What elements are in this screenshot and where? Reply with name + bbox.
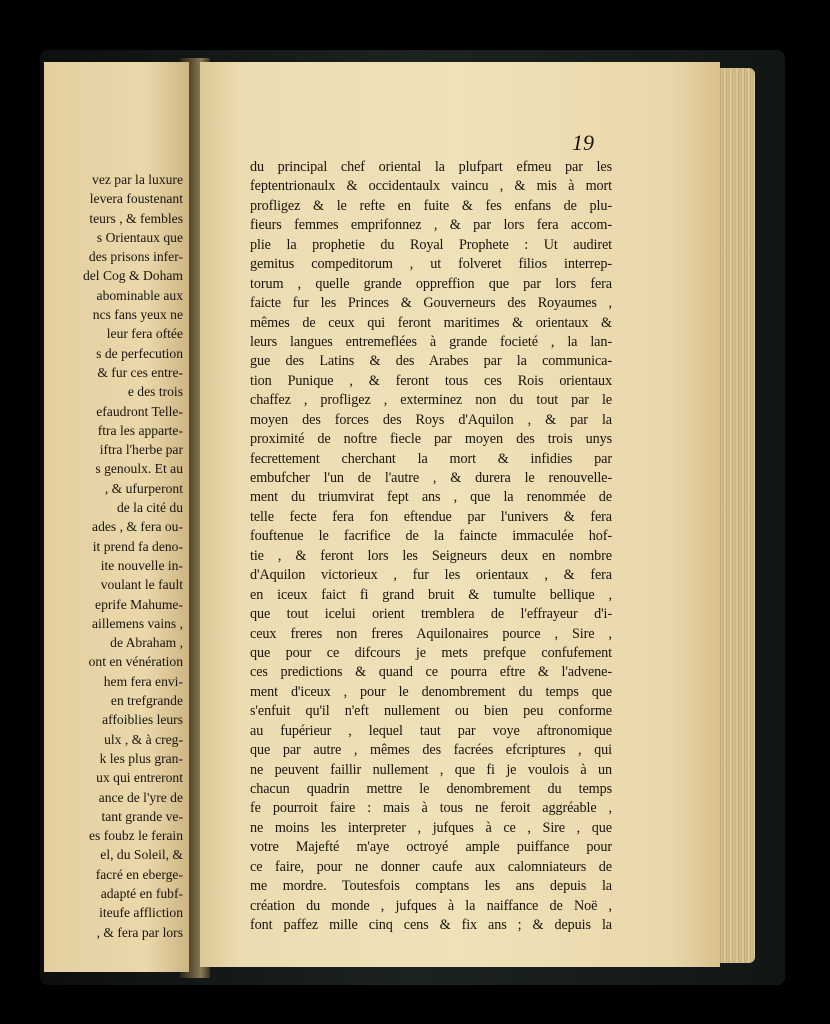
left-page-line: efaudront Telle- xyxy=(96,403,183,419)
text-line: mêmes de ceux qui feront maritimes & orientaux & xyxy=(250,314,612,331)
left-page-line: de Abraham , xyxy=(110,635,183,651)
left-page-line: eprife Mahume- xyxy=(95,596,183,612)
text-line: ment du triumvirat fept ans , que la renommée de xyxy=(250,489,612,506)
left-page-line: facré en eberge- xyxy=(95,866,183,882)
text-line: ne moins les interpreter , jufques à ce , Sire , que xyxy=(250,819,612,836)
text-line: s'enfuit qu'il n'eft nullement ou bien peu conforme xyxy=(250,703,612,720)
left-page-line: adapté en fubf- xyxy=(100,885,183,901)
text-line: fe pourroit faire : mais à tous ne feroit aggréable , xyxy=(250,800,612,817)
left-page-line: ux qui entreront xyxy=(96,770,183,786)
text-line: du principal chef oriental la plufpart efmeu par les xyxy=(250,159,612,175)
page-edges xyxy=(715,68,755,963)
left-page-line: ite nouvelle in- xyxy=(100,557,183,573)
left-page-text xyxy=(83,170,183,942)
left-page-line: voulant le fault xyxy=(100,577,183,593)
left-page-line: teurs , & fembles xyxy=(89,210,183,226)
text-line: création du monde , jufques à la naiffance de Noë , xyxy=(250,897,612,914)
left-page-line: aillemens vains , xyxy=(92,615,183,631)
open-book xyxy=(30,40,790,990)
left-page-line: tant grande ve- xyxy=(101,808,183,824)
left-page-line: iftra l'herbe par xyxy=(99,442,183,458)
left-page-line: es foubz le ferain xyxy=(89,828,183,844)
text-line: chaffez , profligez , exterminez non du tout par le xyxy=(250,392,612,409)
text-line: chacun quadrin mettre le denombrement du temps xyxy=(250,781,612,797)
left-page-line: e des trois xyxy=(127,384,183,400)
left-page-line: del Cog & Doham xyxy=(82,268,183,284)
left-page-line: de la cité du xyxy=(116,500,183,516)
text-line: ce faire, pour ne donner caufe aux calomniateurs de xyxy=(250,858,612,875)
text-line: ceux freres non freres Aquilonaires pource , Sire , xyxy=(250,625,612,642)
text-line: gue des Latins & des Arabes par la communica- xyxy=(250,353,612,370)
page-number: 19 xyxy=(572,130,594,155)
left-page-line: ncs fans yeux ne xyxy=(92,307,183,323)
left-page-line: vez par la luxure xyxy=(92,172,183,187)
left-page-line: k les plus gran- xyxy=(99,750,183,766)
left-page-line: , & fera par lors xyxy=(96,924,183,940)
text-line: ne peuvent faillir nullement , que fi je voulois à un xyxy=(250,761,612,778)
text-line: font paffez mille cinq cens & fix ans ; & depuis la xyxy=(250,917,612,934)
left-page-line: levera foustenant xyxy=(89,191,183,207)
text-line: faicte fur les Princes & Gouverneurs des Royaumes , xyxy=(250,295,612,312)
left-page-line: ulx , & à creg- xyxy=(104,731,183,747)
text-line: ment d'iceux , pour le denombrement du temps que xyxy=(250,683,612,700)
left-page-line: ftra les apparte- xyxy=(97,422,183,438)
text-line: telle fecte fera fon eftendue par l'univers & fera xyxy=(250,508,612,525)
text-line: fieurs femmes emprifonnez , & par lors fera accom- xyxy=(250,217,612,234)
text-line: fecrettement cherchant la mort & infidies par xyxy=(250,450,612,467)
text-line: votre Majefté m'aye octroyé ample puiffance pour xyxy=(250,839,612,856)
left-page-line: , & ufurperont xyxy=(104,480,183,496)
text-line: profligez & le refte en fuite & fes enfans de plu- xyxy=(250,197,612,214)
text-line: gemitus compeditorum , ut folveret filios interrep- xyxy=(250,256,612,273)
text-line: en iceux faict fi grand bruit & tumulte bellique , xyxy=(250,586,612,603)
text-line: tie , & feront lors les Seigneurs deux en nombre xyxy=(250,547,612,564)
left-page xyxy=(44,62,189,972)
left-page-line: leur fera oftée xyxy=(106,326,183,342)
left-page-line: ades , & fera ou- xyxy=(92,519,183,535)
text-line: au fupérieur , lequel taut par voye aftronomique xyxy=(250,722,612,739)
text-line: leurs langues entremeflées à grande focieté , la lan- xyxy=(250,333,612,350)
text-line: moyen des forces des Roys d'Aquilon , & par la xyxy=(250,411,612,428)
text-line: que par autre , mêmes des facrées efcriptures , qui xyxy=(250,742,612,759)
left-page-line: s genoulx. Et au xyxy=(95,461,183,477)
text-line: embufcher l'un de l'autre , & durera le renouvelle- xyxy=(250,470,612,486)
left-page-line: abominable aux xyxy=(96,287,183,303)
left-page-line: iteufe affliction xyxy=(99,905,183,921)
right-page-text xyxy=(250,158,612,936)
text-line: fouftenue le facrifice de la faincte immaculée hof- xyxy=(250,528,612,545)
text-line: ces predictions & quand ce pourra eftre & l'advene- xyxy=(250,664,612,681)
left-page-line: hem fera envi- xyxy=(103,673,183,689)
text-line: torum , quelle grande oppreffion que par lors fera xyxy=(250,275,612,292)
left-page-line: affoiblies leurs xyxy=(102,712,183,728)
text-line: d'Aquilon victorieux , fur les orientaux , & fera xyxy=(250,567,612,584)
left-page-line: s Orientaux que xyxy=(96,229,183,245)
text-line: que pour ce difcours je mets prefque confufement xyxy=(250,644,612,661)
text-line: plie la prophetie du Royal Prophete : Ut audiret xyxy=(250,236,612,253)
left-page-line: des prisons infer- xyxy=(88,249,183,265)
left-page-line: ance de l'yre de xyxy=(98,789,183,805)
text-line: que tout icelui orient tremblera de l'effrayeur d'i- xyxy=(250,606,612,623)
text-line: proximité de noftre fiecle par moyen des trois unys xyxy=(250,431,612,448)
text-line: tion Punique , & feront tous ces Rois orientaux xyxy=(250,372,612,389)
right-page xyxy=(200,62,720,967)
left-page-line: en trefgrande xyxy=(110,693,183,709)
text-line: me mordre. Toutesfois comptans les ans depuis la xyxy=(250,878,612,895)
left-page-line: & fur ces entre- xyxy=(97,364,183,380)
left-page-line: it prend fa deno- xyxy=(92,538,183,554)
text-line: feptentrionaulx & occidentaulx vaincu , & mis à mort xyxy=(250,178,612,195)
left-page-line: ont en vénération xyxy=(88,654,183,670)
left-page-line: el, du Soleil, & xyxy=(100,847,183,863)
left-page-line: s de perfecution xyxy=(96,345,183,361)
